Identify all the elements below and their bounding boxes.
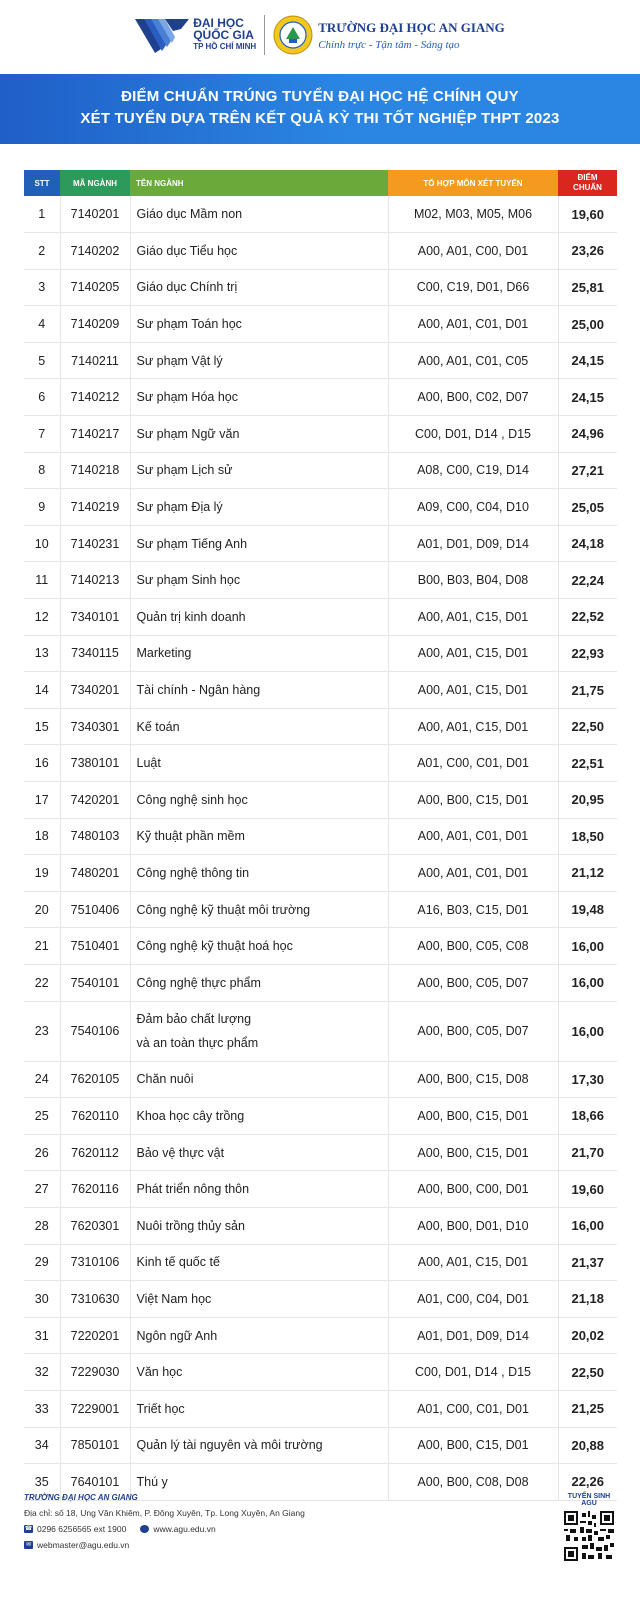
row-ma-nganh: 7620116 <box>60 1171 130 1208</box>
row-ten-nganh: Việt Nam học <box>130 1281 388 1318</box>
row-ten-nganh: Sư phạm Vật lý <box>130 342 388 379</box>
row-to-hop: A16, B03, C15, D01 <box>388 891 558 928</box>
row-ten-nganh: Phát triển nông thôn <box>130 1171 388 1208</box>
header-diem-chuan <box>558 170 617 196</box>
row-ma-nganh: 7380101 <box>60 745 130 782</box>
row-diem-chuan: 16,00 <box>558 928 617 965</box>
vnu-line2: QUỐC GIA <box>193 28 254 42</box>
row-to-hop: A00, B00, C08, D08 <box>388 1464 558 1501</box>
header-ma-nganh: MÃ NGÀNH <box>60 170 130 196</box>
row-to-hop: B00, B03, B04, D08 <box>388 562 558 599</box>
footer-email[interactable] <box>24 1540 129 1550</box>
row-stt: 20 <box>24 891 60 928</box>
row-ten-nganh: Văn học <box>130 1354 388 1391</box>
row-to-hop: A01, C00, C01, D01 <box>388 1390 558 1427</box>
row-to-hop: A09, C00, C04, D10 <box>388 489 558 526</box>
row-ma-nganh: 7540101 <box>60 964 130 1001</box>
row-ten-nganh: Sư phạm Địa lý <box>130 489 388 526</box>
agu-logo <box>273 15 505 55</box>
row-stt: 10 <box>24 525 60 562</box>
row-ma-nganh: 7220201 <box>60 1317 130 1354</box>
row-ma-nganh: 7310630 <box>60 1281 130 1318</box>
row-ten-nganh: Giáo dục Mầm non <box>130 196 388 233</box>
row-diem-chuan: 22,50 <box>558 708 617 745</box>
row-ten-nganh: Tài chính - Ngân hàng <box>130 672 388 709</box>
header-diem: ĐIỂM <box>577 173 598 182</box>
row-to-hop: A00, B00, C15, D01 <box>388 1427 558 1464</box>
row-ma-nganh: 7140217 <box>60 416 130 453</box>
row-to-hop: A00, B00, C05, D07 <box>388 964 558 1001</box>
row-ma-nganh: 7620110 <box>60 1098 130 1135</box>
row-diem-chuan: 25,81 <box>558 269 617 306</box>
row-ten-nganh: Kế toán <box>130 708 388 745</box>
row-to-hop: A00, B00, C15, D01 <box>388 1098 558 1135</box>
row-stt: 22 <box>24 964 60 1001</box>
footer-website-text[interactable]: www.agu.edu.vn <box>153 1524 216 1534</box>
table-row <box>24 306 617 343</box>
row-diem-chuan: 20,88 <box>558 1427 617 1464</box>
row-ma-nganh: 7340115 <box>60 635 130 672</box>
row-ma-nganh: 7620105 <box>60 1061 130 1098</box>
header-ten-nganh: TÊN NGÀNH <box>130 170 388 196</box>
qr-block <box>561 1493 617 1566</box>
agu-motto: Chính trực - Tận tâm - Sáng tạo <box>318 38 460 51</box>
row-ten-nganh: Thú y <box>130 1464 388 1501</box>
row-to-hop: A00, B00, C15, D08 <box>388 1061 558 1098</box>
row-ten-nganh: Triết học <box>130 1390 388 1427</box>
row-stt: 29 <box>24 1244 60 1281</box>
header-to-hop: TỔ HỢP MÔN XÉT TUYỂN <box>388 170 558 196</box>
row-ma-nganh: 7229001 <box>60 1390 130 1427</box>
row-diem-chuan: 17,30 <box>558 1061 617 1098</box>
table-header-row <box>24 170 617 196</box>
row-stt: 2 <box>24 233 60 270</box>
row-ten-nganh: Bảo vệ thực vật <box>130 1134 388 1171</box>
row-diem-chuan: 22,52 <box>558 599 617 636</box>
row-to-hop: A00, A01, C15, D01 <box>388 708 558 745</box>
phone-icon: ☎ <box>24 1526 33 1532</box>
table-row <box>24 416 617 453</box>
row-stt: 16 <box>24 745 60 782</box>
row-ma-nganh: 7310106 <box>60 1244 130 1281</box>
table-row <box>24 745 617 782</box>
row-stt: 30 <box>24 1281 60 1318</box>
vnu-line1: ĐẠI HỌC <box>193 16 244 30</box>
table-row <box>24 635 617 672</box>
table-row <box>24 1171 617 1208</box>
table-row <box>24 525 617 562</box>
row-to-hop: A01, C00, C04, D01 <box>388 1281 558 1318</box>
row-ten-nganh: Sư phạm Lịch sử <box>130 452 388 489</box>
row-to-hop: A00, B00, D01, D10 <box>388 1207 558 1244</box>
row-to-hop: A00, B00, C15, D01 <box>388 782 558 819</box>
row-stt: 33 <box>24 1390 60 1427</box>
row-to-hop: M02, M03, M05, M06 <box>388 196 558 233</box>
row-diem-chuan: 22,24 <box>558 562 617 599</box>
row-stt: 32 <box>24 1354 60 1391</box>
row-ma-nganh: 7340301 <box>60 708 130 745</box>
row-stt: 14 <box>24 672 60 709</box>
row-ma-nganh: 7640101 <box>60 1464 130 1501</box>
row-to-hop: A00, A01, C15, D01 <box>388 1244 558 1281</box>
row-diem-chuan: 21,25 <box>558 1390 617 1427</box>
row-ma-nganh: 7140202 <box>60 233 130 270</box>
agu-name: TRƯỜNG ĐẠI HỌC AN GIANG <box>318 19 505 35</box>
row-diem-chuan: 21,18 <box>558 1281 617 1318</box>
table-row <box>24 269 617 306</box>
row-diem-chuan: 24,15 <box>558 379 617 416</box>
row-stt: 6 <box>24 379 60 416</box>
row-stt: 13 <box>24 635 60 672</box>
row-stt: 9 <box>24 489 60 526</box>
row-stt: 27 <box>24 1171 60 1208</box>
table-body <box>24 196 617 1500</box>
row-stt: 26 <box>24 1134 60 1171</box>
row-stt: 35 <box>24 1464 60 1501</box>
table-row <box>24 1244 617 1281</box>
table-row <box>24 342 617 379</box>
row-ten-nganh: Sư phạm Hóa học <box>130 379 388 416</box>
row-to-hop: C00, C19, D01, D66 <box>388 269 558 306</box>
row-ten-nganh: Công nghệ thực phẩm <box>130 964 388 1001</box>
vnu-text <box>193 17 256 53</box>
row-diem-chuan: 24,15 <box>558 342 617 379</box>
footer-email-row <box>24 1540 617 1550</box>
row-ma-nganh: 7140209 <box>60 306 130 343</box>
title-line2: XÉT TUYỂN DỰA TRÊN KẾT QUẢ KỲ THI TỐT NGHIỆP THPT 2023 <box>80 110 560 127</box>
footer <box>24 1493 617 1593</box>
row-ma-nganh: 7229030 <box>60 1354 130 1391</box>
row-ten-nganh: Luật <box>130 745 388 782</box>
row-ten-nganh-line1: Đảm bảo chất lượng <box>136 1012 252 1027</box>
table-row <box>24 489 617 526</box>
row-diem-chuan: 16,00 <box>558 1001 617 1061</box>
row-diem-chuan: 25,00 <box>558 306 617 343</box>
row-ten-nganh: Nuôi trồng thủy sản <box>130 1207 388 1244</box>
footer-website[interactable] <box>140 1524 215 1534</box>
row-diem-chuan: 18,66 <box>558 1098 617 1135</box>
table-row <box>24 708 617 745</box>
table-row <box>24 782 617 819</box>
logo-divider <box>264 15 265 55</box>
table-row <box>24 928 617 965</box>
row-diem-chuan: 18,50 <box>558 818 617 855</box>
row-to-hop: A00, A01, C01, D01 <box>388 855 558 892</box>
row-ten-nganh: Kỹ thuật phần mềm <box>130 818 388 855</box>
row-to-hop: A00, A01, C15, D01 <box>388 599 558 636</box>
row-ma-nganh: 7510401 <box>60 928 130 965</box>
row-diem-chuan: 20,95 <box>558 782 617 819</box>
agu-seal-icon <box>273 15 313 55</box>
row-diem-chuan: 21,12 <box>558 855 617 892</box>
row-diem-chuan: 22,50 <box>558 1354 617 1391</box>
row-ten-nganh: Sư phạm Ngữ văn <box>130 416 388 453</box>
row-stt: 18 <box>24 818 60 855</box>
row-ten-nganh: Công nghệ sinh học <box>130 782 388 819</box>
qr-label: TUYỂN SINH AGU <box>567 1493 611 1507</box>
header-logos <box>0 0 640 70</box>
vnu-logo-icon <box>135 15 189 55</box>
row-diem-chuan: 19,48 <box>558 891 617 928</box>
table-row <box>24 562 617 599</box>
table-row <box>24 672 617 709</box>
row-stt: 7 <box>24 416 60 453</box>
row-to-hop: A00, A01, C01, C05 <box>388 342 558 379</box>
row-ma-nganh: 7140201 <box>60 196 130 233</box>
row-diem-chuan: 22,26 <box>558 1464 617 1501</box>
row-ma-nganh: 7140231 <box>60 525 130 562</box>
qr-code-icon[interactable] <box>564 1511 614 1561</box>
footer-phone-text: 0296 6256565 ext 1900 <box>37 1524 127 1534</box>
row-ma-nganh: 7420201 <box>60 782 130 819</box>
table-row <box>24 1207 617 1244</box>
footer-contact-row <box>24 1524 617 1534</box>
row-ma-nganh: 7140219 <box>60 489 130 526</box>
table-row <box>24 599 617 636</box>
row-diem-chuan: 23,26 <box>558 233 617 270</box>
row-ma-nganh: 7140213 <box>60 562 130 599</box>
row-stt: 15 <box>24 708 60 745</box>
row-stt: 11 <box>24 562 60 599</box>
row-stt: 25 <box>24 1098 60 1135</box>
row-stt: 1 <box>24 196 60 233</box>
row-to-hop: A00, A01, C15, D01 <box>388 635 558 672</box>
row-ten-nganh: Công nghệ kỹ thuật hoá học <box>130 928 388 965</box>
table-row <box>24 964 617 1001</box>
table-row <box>24 1134 617 1171</box>
table-row <box>24 379 617 416</box>
row-ten-nganh: Công nghệ kỹ thuật môi trường <box>130 891 388 928</box>
row-to-hop: A01, D01, D09, D14 <box>388 525 558 562</box>
table-row <box>24 1098 617 1135</box>
table-row <box>24 1001 617 1061</box>
row-diem-chuan: 19,60 <box>558 196 617 233</box>
row-diem-chuan: 22,51 <box>558 745 617 782</box>
header-chuan: CHUẨN <box>573 183 602 192</box>
table-row <box>24 855 617 892</box>
table-row <box>24 818 617 855</box>
row-stt: 3 <box>24 269 60 306</box>
title-banner <box>0 74 640 144</box>
row-to-hop: A00, A01, C01, D01 <box>388 818 558 855</box>
row-stt: 8 <box>24 452 60 489</box>
row-ten-nganh: Giáo dục Tiểu học <box>130 233 388 270</box>
row-diem-chuan: 20,02 <box>558 1317 617 1354</box>
row-to-hop: A00, B00, C05, C08 <box>388 928 558 965</box>
score-table <box>24 170 617 1501</box>
row-ma-nganh: 7140212 <box>60 379 130 416</box>
footer-address: Địa chỉ: số 18, Ung Văn Khiêm, P. Đông Xuyên, Tp. Long Xuyên, An Giang <box>24 1508 305 1518</box>
row-ten-nganh <box>130 1001 388 1061</box>
row-to-hop: C00, D01, D14 , D15 <box>388 416 558 453</box>
table-row <box>24 1427 617 1464</box>
row-to-hop: C00, D01, D14 , D15 <box>388 1354 558 1391</box>
row-ten-nganh: Giáo dục Chính trị <box>130 269 388 306</box>
row-to-hop: A00, A01, C15, D01 <box>388 672 558 709</box>
row-diem-chuan: 21,75 <box>558 672 617 709</box>
vnu-line3: TP HỒ CHÍ MINH <box>193 42 257 51</box>
row-ten-nganh: Quản trị kinh doanh <box>130 599 388 636</box>
row-stt: 23 <box>24 1001 60 1061</box>
row-to-hop: A00, B00, C15, D01 <box>388 1134 558 1171</box>
row-to-hop: A00, A01, C01, D01 <box>388 306 558 343</box>
row-stt: 5 <box>24 342 60 379</box>
row-ma-nganh: 7480201 <box>60 855 130 892</box>
table-row <box>24 196 617 233</box>
row-diem-chuan: 25,05 <box>558 489 617 526</box>
row-diem-chuan: 22,93 <box>558 635 617 672</box>
row-ten-nganh: Khoa học cây trồng <box>130 1098 388 1135</box>
vnu-logo <box>135 15 256 55</box>
table-row <box>24 1317 617 1354</box>
table-row <box>24 1354 617 1391</box>
row-stt: 34 <box>24 1427 60 1464</box>
row-stt: 19 <box>24 855 60 892</box>
row-ma-nganh: 7620112 <box>60 1134 130 1171</box>
row-ten-nganh: Chăn nuôi <box>130 1061 388 1098</box>
row-stt: 4 <box>24 306 60 343</box>
row-stt: 24 <box>24 1061 60 1098</box>
row-ma-nganh: 7620301 <box>60 1207 130 1244</box>
row-ma-nganh: 7510406 <box>60 891 130 928</box>
row-ten-nganh: Ngôn ngữ Anh <box>130 1317 388 1354</box>
footer-school-name: TRƯỜNG ĐẠI HỌC AN GIANG <box>24 1493 138 1502</box>
header-stt: STT <box>24 170 60 196</box>
row-to-hop: A01, C00, C01, D01 <box>388 745 558 782</box>
table-row <box>24 233 617 270</box>
table-row <box>24 1390 617 1427</box>
row-stt: 31 <box>24 1317 60 1354</box>
row-ten-nganh: Sư phạm Tiếng Anh <box>130 525 388 562</box>
agu-text <box>318 20 505 51</box>
row-to-hop: A01, D01, D09, D14 <box>388 1317 558 1354</box>
row-stt: 21 <box>24 928 60 965</box>
row-stt: 17 <box>24 782 60 819</box>
row-diem-chuan: 24,96 <box>558 416 617 453</box>
row-ma-nganh: 7140218 <box>60 452 130 489</box>
row-ten-nganh: Sư phạm Sinh học <box>130 562 388 599</box>
table-row <box>24 891 617 928</box>
footer-email-text[interactable]: webmaster@agu.edu.vn <box>37 1540 130 1550</box>
row-to-hop: A00, B00, C00, D01 <box>388 1171 558 1208</box>
row-diem-chuan: 21,70 <box>558 1134 617 1171</box>
row-diem-chuan: 16,00 <box>558 964 617 1001</box>
globe-icon <box>140 1525 149 1533</box>
row-ma-nganh: 7140211 <box>60 342 130 379</box>
row-ten-nganh: Marketing <box>130 635 388 672</box>
row-to-hop: A08, C00, C19, D14 <box>388 452 558 489</box>
row-to-hop: A00, B00, C05, D07 <box>388 1001 558 1061</box>
row-stt: 12 <box>24 599 60 636</box>
row-ten-nganh: Quản lý tài nguyên và môi trường <box>130 1427 388 1464</box>
row-ma-nganh: 7540106 <box>60 1001 130 1061</box>
table-row <box>24 1281 617 1318</box>
row-diem-chuan: 24,18 <box>558 525 617 562</box>
mail-icon: ✉ <box>25 1542 32 1548</box>
row-ten-nganh-line2: và an toàn thực phẩm <box>136 1036 259 1051</box>
row-ma-nganh: 7480103 <box>60 818 130 855</box>
row-diem-chuan: 27,21 <box>558 452 617 489</box>
row-diem-chuan: 21,37 <box>558 1244 617 1281</box>
row-ten-nganh: Kinh tế quốc tế <box>130 1244 388 1281</box>
row-diem-chuan: 16,00 <box>558 1207 617 1244</box>
table-row <box>24 452 617 489</box>
row-to-hop: A00, B00, C02, D07 <box>388 379 558 416</box>
table-row <box>24 1061 617 1098</box>
row-diem-chuan: 19,60 <box>558 1171 617 1208</box>
row-stt: 28 <box>24 1207 60 1244</box>
title-line1: ĐIỂM CHUẨN TRÚNG TUYỂN ĐẠI HỌC HỆ CHÍNH QUY <box>121 88 519 105</box>
row-ma-nganh: 7850101 <box>60 1427 130 1464</box>
footer-phone <box>24 1524 126 1534</box>
row-ma-nganh: 7340201 <box>60 672 130 709</box>
row-ten-nganh: Công nghệ thông tin <box>130 855 388 892</box>
row-ma-nganh: 7340101 <box>60 599 130 636</box>
row-to-hop: A00, A01, C00, D01 <box>388 233 558 270</box>
row-ma-nganh: 7140205 <box>60 269 130 306</box>
row-ten-nganh: Sư phạm Toán học <box>130 306 388 343</box>
